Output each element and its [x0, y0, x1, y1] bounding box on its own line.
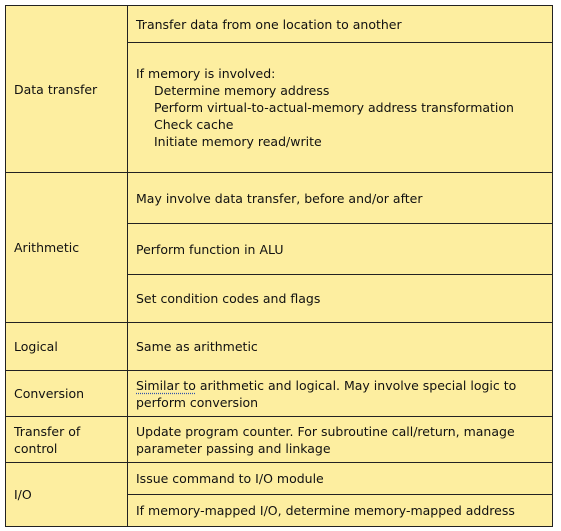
- table-row: [6, 371, 553, 417]
- description-cell: Issue command to I/O module: [128, 463, 553, 495]
- description-line: Perform virtual-to-actual-memory address transformation: [154, 100, 514, 115]
- description-cell: Perform function in ALU: [128, 224, 553, 275]
- type-cell: I/O: [6, 463, 128, 527]
- type-cell: Logical: [6, 323, 128, 371]
- spellcheck-underlined-text: Similar to: [136, 377, 196, 393]
- description-cell: [128, 371, 553, 417]
- description-cell: [128, 43, 553, 173]
- table-row: [6, 417, 553, 463]
- description-line: Initiate memory read/write: [154, 134, 322, 149]
- description-cell: If memory-mapped I/O, determine memory-mapped address: [128, 495, 553, 527]
- table-row: [6, 323, 553, 371]
- description-text: arithmetic and logical. May involve special logic to perform conversion: [136, 377, 517, 410]
- table-row: [6, 173, 553, 224]
- type-cell: Conversion: [6, 371, 128, 417]
- description-line: Determine memory address: [154, 83, 330, 98]
- description-cell: Transfer data from one location to another: [128, 6, 553, 43]
- type-cell: Arithmetic: [6, 173, 128, 323]
- description-cell: Update program counter. For subroutine call/return, manage parameter passing and linkage: [128, 417, 553, 463]
- description-line: If memory is involved:: [136, 66, 276, 81]
- table-row: [6, 6, 553, 43]
- type-cell: Data transfer: [6, 6, 128, 173]
- description-cell: Same as arithmetic: [128, 323, 553, 371]
- description-cell: May involve data transfer, before and/or after: [128, 173, 553, 224]
- description-line: Check cache: [154, 117, 234, 132]
- operations-table: [5, 5, 553, 527]
- type-cell: Transfer of control: [6, 417, 128, 463]
- table-row: [6, 463, 553, 495]
- description-cell: Set condition codes and flags: [128, 275, 553, 323]
